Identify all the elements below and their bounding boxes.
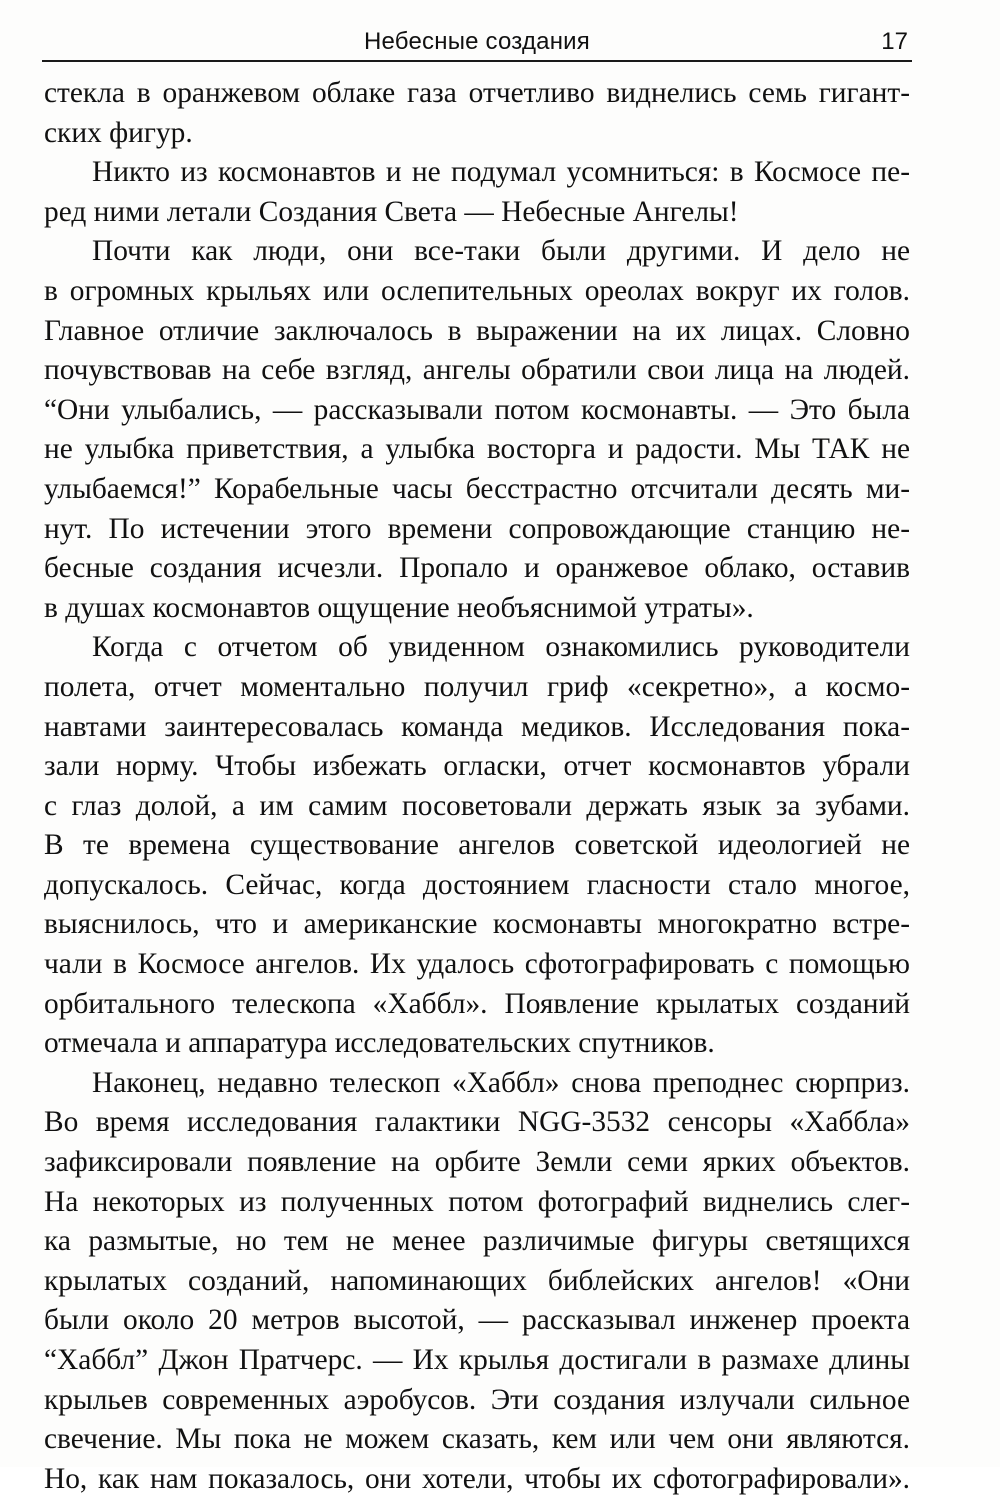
text-line: Во время исследования галактики NGG-3532 сенсоры «Хаббла» [44, 1106, 910, 1139]
paragraph [44, 74, 910, 153]
text-line: свечение. Мы пока не можем сказать, кем или чем они являются. [44, 1423, 910, 1456]
running-title: Небесные создания [364, 28, 590, 55]
text-line: орбитального телескопа «Хаббл». Появление крылатых созданий [44, 987, 910, 1020]
text-line: выяснилось, что и американские космонавты многократно встре- [44, 908, 910, 941]
text-line: в огромных крыльях или ослепительных ореолах вокруг их голов. [44, 274, 910, 307]
paragraph [44, 1064, 910, 1499]
text-line: Почти как люди, они все-таки были другими. И дело не [92, 235, 910, 268]
paragraph [44, 153, 910, 232]
text-line: ских фигур. [44, 116, 193, 149]
text-line: полета, отчет моментально получил гриф «секретно», а космо- [44, 670, 910, 703]
text-line: навтами заинтересовалась команда медиков. Исследования пока- [44, 710, 910, 743]
text-line: в душах космонавтов ощущение необъяснимой утраты». [44, 591, 754, 624]
text-line: Наконец, недавно телескоп «Хаббл» снова преподнес сюрприз. [92, 1066, 910, 1099]
text-line: отмечала и аппаратура исследовательских спутников. [44, 1027, 715, 1060]
text-line: Главное отличие заключалось в выражении на их лицах. Словно [44, 314, 910, 347]
text-line: “Они улыбались, — рассказывали потом космонавты. — Это была [44, 393, 910, 426]
text-line: с глаз долой, а им самим посоветовали держать язык за зубами. [44, 789, 910, 822]
text-line: В те времена существование ангелов советской идеологией не [44, 829, 910, 862]
text-line: зафиксировали появление на орбите Земли семи ярких объектов. [44, 1146, 910, 1179]
text-line: допускалось. Сейчас, когда достоянием гласности стало многое, [44, 868, 910, 901]
text-line: улыбаемся!” Корабельные часы бесстрастно отсчитали десять ми- [44, 472, 910, 505]
text-line: почувствовав на себе взгляд, ангелы обратили свои лица на людей. [44, 354, 910, 387]
text-line: бесные создания исчезли. Пропало и оранжевое облако, оставив [44, 552, 910, 585]
paragraph [44, 628, 910, 1064]
text-line: не улыбка приветствия, а улыбка восторга и радости. Мы ТАК не [44, 433, 910, 466]
text-line: крылатых созданий, напоминающих библейских ангелов! «Они [44, 1264, 910, 1297]
text-line: “Хаббл” Джон Пратчерс. — Их крылья достигали в размахе длины [44, 1344, 910, 1376]
page-number: 17 [881, 28, 908, 55]
text-line: зали норму. Чтобы избежать огласки, отчет космонавтов убрали [44, 750, 910, 783]
text-line: Никто из космонавтов и не подумал усомниться: в Космосе пе- [92, 156, 910, 189]
text-line: На некоторых из полученных потом фотографий виднелись слег- [44, 1185, 910, 1218]
body-text [44, 74, 910, 1499]
text-line: крыльев современных аэробусов. Эти создания излучали сильное [44, 1383, 910, 1416]
text-line: Когда с отчетом об увиденном ознакомились руководители [92, 631, 910, 664]
paragraph [44, 232, 910, 628]
text-line: чали в Космосе ангелов. Их удалось сфотографировать с помощью [44, 948, 910, 981]
text-line: нут. По истечении этого времени сопровождающие станцию не- [44, 512, 910, 545]
text-line: ка размытые, но тем не менее различимые фигуры светящихся [44, 1225, 910, 1258]
text-line: стекла в оранжевом облаке газа отчетливо виднелись семь гигант- [44, 77, 910, 109]
text-line: Но, как нам показалось, они хотели, чтобы их сфотографировали». [44, 1462, 910, 1495]
running-header [42, 24, 912, 62]
text-line: были около 20 метров высотой, — рассказывал инженер проекта [44, 1304, 910, 1337]
text-line: ред ними летали Создания Света — Небесные Ангелы! [44, 195, 739, 228]
